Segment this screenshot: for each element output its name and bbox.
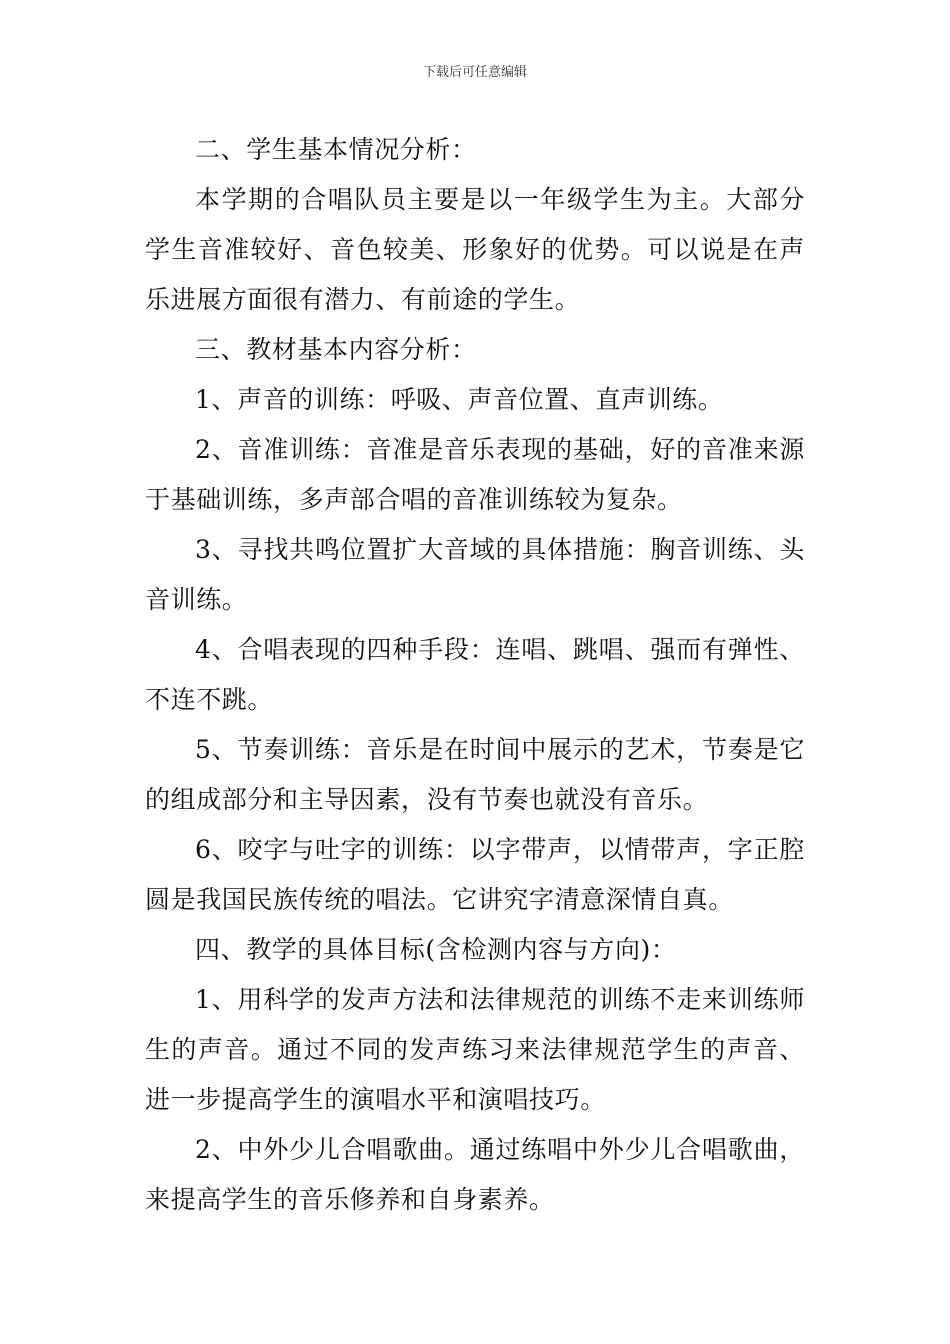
page-header-note: 下载后可任意编辑 [422, 65, 527, 80]
list-item-goal-vocal-method: 1、用科学的发声方法和法律规范的训练不走来训练师生的声音。通过不同的发声练习来法律规范学生的声音、进一步提高学生的演唱水平和演唱技巧。 [145, 985, 805, 1114]
list-item-resonance: 3、寻找共鸣位置扩大音域的具体措施：胸音训练、头音训练。 [145, 535, 805, 614]
list-item-pitch-training: 2、音准训练：音准是音乐表现的基础，好的音准来源于基础训练，多声部合唱的音准训练较为复杂。 [145, 435, 805, 514]
document-body [145, 125, 805, 1225]
list-item-expression: 4、合唱表现的四种手段：连唱、跳唱、强而有弹性、不连不跳。 [145, 635, 805, 714]
list-item-diction: 6、咬字与吐字的训练：以字带声，以情带声，字正腔圆是我国民族传统的唱法。它讲究字清意深情自真。 [145, 835, 805, 914]
list-item-goal-chorus-songs: 2、中外少儿合唱歌曲。通过练唱中外少儿合唱歌曲，来提高学生的音乐修养和自身素养。 [145, 1135, 805, 1214]
paragraph-student-analysis: 本学期的合唱队员主要是以一年级学生为主。大部分学生音准较好、音色较美、形象好的优势。可以说是在声乐进展方面很有潜力、有前途的学生。 [145, 185, 805, 314]
section-heading-student-analysis: 二、学生基本情况分析： [195, 135, 477, 164]
section-heading-teaching-goals: 四、教学的具体目标(含检测内容与方向)： [195, 935, 677, 964]
section-heading-material-analysis: 三、教材基本内容分析： [195, 335, 477, 364]
list-item-voice-training: 1、声音的训练：呼吸、声音位置、直声训练。 [195, 385, 724, 414]
list-item-rhythm: 5、节奏训练：音乐是在时间中展示的艺术，节奏是它的组成部分和主导因素，没有节奏也就没有音乐。 [145, 735, 805, 814]
